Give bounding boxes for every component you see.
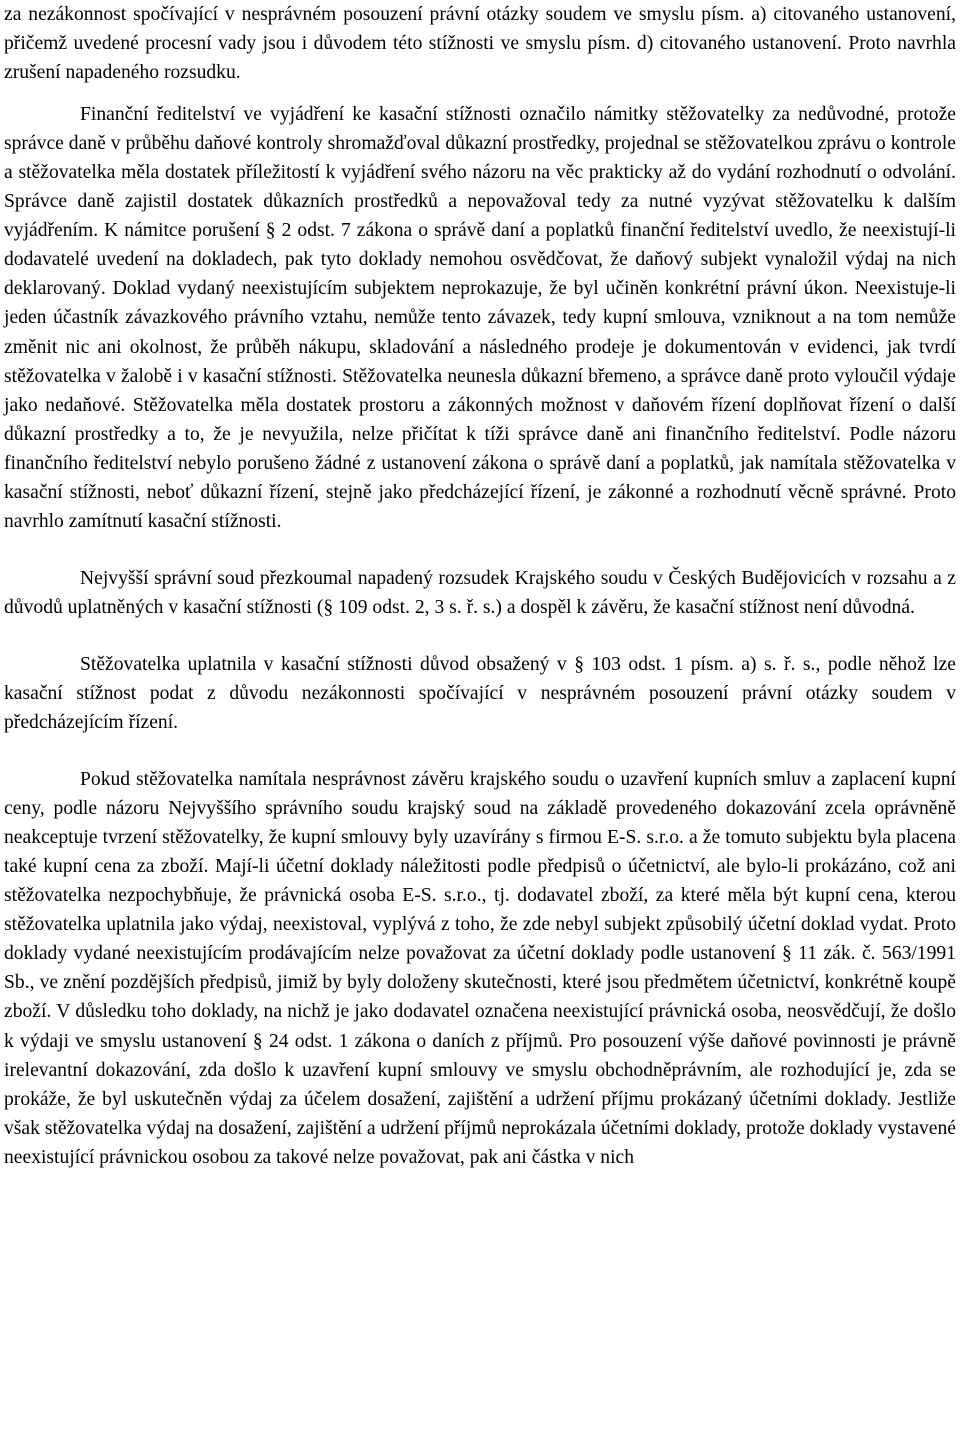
paragraph-financial-directorate-statement: Finanční ředitelství ve vyjádření ke kasační stížnosti označilo námitky stěžovatelky za nedůvodné, protože správce daně v průběhu daňové kontroly shromažďoval důkazní prostředky, projednal se stěžovatelkou zprávu o kontrole a stěžovatelka měla dostatek příležitostí k vyjádření svého názoru na věc prakticky až do vydání rozhodnutí o odvolání. Správce daně zajistil dostatek důkazních prostředků a nepovažoval tedy za nutné vyzývat stěžovatelku k dalším vyjádřením. K námitce porušení § 2 odst. 7 zákona o správě daní a poplatků finanční ředitelství uvedlo, že neexistují-li dodavatelé uvedení na dokladech, pak tyto doklady nemohou osvědčovat, že daňový subjekt vynaložil výdaj na nich deklarovaný. Doklad vydaný neexistujícím subjektem neprokazuje, že byl učiněn konkrétní právní úkon. Neexistuje-li jeden účastník závazkového právního vztahu, nemůže tento závazek, tedy kupní smlouva, vzniknout a na tom nemůže změnit nic ani okolnost, že průběh nákupu, skladování a následného prodeje je dokumentován v evidenci, jak tvrdí stěžovatelka v žalobě i v kasační stížnosti. Stěžovatelka neunesla důkazní břemeno, a správce daně proto vyloučil výdaje jako nedaňové. Stěžovatelka měla dostatek prostoru a zákonných možnost v daňovém řízení doplňovat řízení o další důkazní prostředky a to, že je nevyužila, nelze přičítat k tíži správce daně ani finančního ředitelství. Podle názoru finančního ředitelství nebylo porušeno žádné z ustanovení zákona o správě daní a poplatků, jak namítala stěžovatelka v kasační stížnosti, neboť důkazní řízení, stejně jako předcházející řízení, je zákonné a rozhodnutí věcně správné. Proto navrhlo zamítnutí kasační stížnosti. [4, 104, 956, 532]
paragraph-continuation: za nezákonnost spočívající v nesprávném posouzení právní otázky soudem ve smyslu písm. a) citovaného ustanovení, přičemž uvedené procesní vady jsou i důvodem této stížnosti ve smyslu písm. d) citovaného ustanovení. Proto navrhla zrušení napadeného rozsudku. [4, 4, 956, 84]
paragraph-purchase-contracts: Pokud stěžovatelka namítala nesprávnost závěru krajského soudu o uzavření kupních smluv a zaplacení kupní ceny, podle názoru Nejvyššího správního soudu krajský soud na základě provedeného dokazování zcela oprávněně neakceptuje tvrzení stěžovatelky, že kupní smlouvy byly uzavírány s firmou E-S. s.r.o. a že tomuto subjektu byla placena také kupní cena za zboží. Mají-li účetní doklady náležitosti podle předpisů o účetnictví, ale bylo-li prokázáno, což ani stěžovatelka nezpochybňuje, že právnická osoba E-S. s.r.o., tj. dodavatel zboží, za které měla být kupní cena, kterou stěžovatelka uplatnila jako výdaj, neexistoval, vyplývá z toho, že zde nebyl subjekt způsobilý účetní doklad vydat. Proto doklady vydané neexistujícím prodávajícím nelze považovat za účetní doklady podle ustanovení § 11 zák. č. 563/1991 Sb., ve znění pozdějších předpisů, jimiž by byly doloženy skutečnosti, které jsou předmětem účetnictví, konkrétně koupě zboží. V důsledku toho doklady, na nichž je jako dodavatel označena neexistující právnická osoba, neosvědčují, že došlo k výdaji ve smyslu ustanovení § 24 odst. 1 zákona o daních z příjmů. Pro posouzení výše daňové povinnosti je právně irelevantní dokazování, zda došlo k uzavření kupní smlouvy ve smyslu obchodněprávním, ale rozhodující je, zda se prokáže, že byl uskutečněn výdaj za účelem dosažení, zajištění a udržení příjmu prokázaný účetními doklady. Jestliže však stěžovatelka výdaj na dosažení, zajištění a udržení příjmů neprokázala účetními doklady, protože doklady vystavené neexistující právnickou osobou za takové nelze považovat, pak ani částka v nich [4, 769, 956, 1168]
paragraph-cassation-ground: Stěžovatelka uplatnila v kasační stížnosti důvod obsažený v § 103 odst. 1 písm. a) s. ř. s., podle něhož lze kasační stížnost podat z důvodu nezákonnosti spočívající v nesprávném posouzení právní otázky soudem v předcházejícím řízení. [4, 653, 956, 734]
paragraph-court-review: Nejvyšší správní soud přezkoumal napadený rozsudek Krajského soudu v Českých Budějovicích v rozsahu a z důvodů uplatněných v kasační stížnosti (§ 109 odst. 2, 3 s. ř. s.) a dospěl k závěru, že kasační stížnost není důvodná. [4, 567, 956, 618]
